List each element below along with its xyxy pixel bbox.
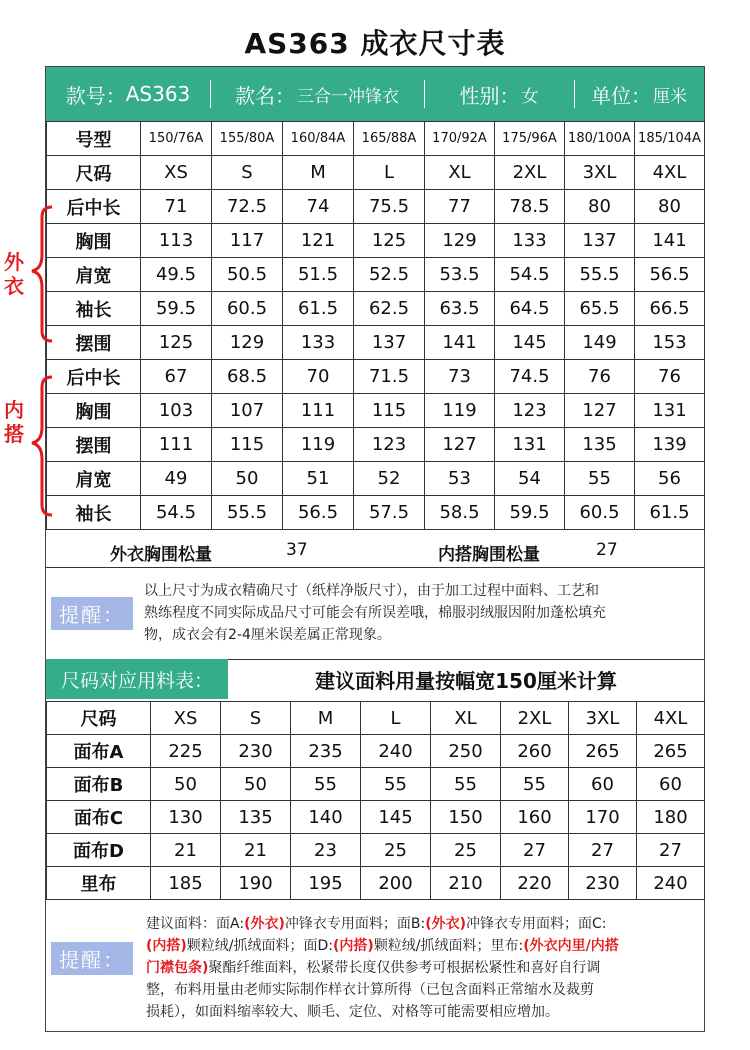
row-label: 面布A <box>47 735 151 768</box>
note-text: 颗粒绒/抓绒面料；里布: <box>373 938 524 954</box>
row-label: 后中长 <box>47 190 141 224</box>
cell-value: 23 <box>291 834 361 867</box>
cell-value: 160 <box>501 801 569 834</box>
cell-value: S <box>212 156 283 190</box>
fabric-row <box>47 867 705 900</box>
row-label: 面布D <box>47 834 151 867</box>
highlight-text: (外衣) <box>425 916 466 932</box>
cell-value: 50.5 <box>212 258 283 292</box>
group-brackets <box>28 195 58 540</box>
cell-value: 240 <box>361 735 431 768</box>
cell-value: 155/80A <box>212 122 283 156</box>
cell-value: 52.5 <box>354 258 425 292</box>
cell-value: 56.5 <box>635 258 705 292</box>
cell-value: 140 <box>291 801 361 834</box>
inner-measure-row <box>47 496 705 530</box>
fabric-row <box>47 768 705 801</box>
cell-value: 133 <box>283 326 354 360</box>
inner-bracket <box>32 377 52 515</box>
inner-measure-row <box>47 394 705 428</box>
style-no-cell <box>46 67 210 121</box>
gender-label: 性别： <box>459 83 520 108</box>
spec-header <box>46 67 704 121</box>
cell-value: 125 <box>354 224 425 258</box>
reminder-1-line: 熟练程度不同实际成品尺寸可能会有所误差哦，棉服羽绒服因附加蓬松填充 <box>144 605 606 621</box>
cell-value: XL <box>425 156 495 190</box>
cell-value: L <box>354 156 425 190</box>
cell-value: 72.5 <box>212 190 283 224</box>
cell-value: 27 <box>569 834 637 867</box>
cell-value: 80 <box>565 190 635 224</box>
cell-value: 61.5 <box>635 496 705 530</box>
size-code-row <box>47 156 705 190</box>
row-label: 尺码 <box>47 702 151 735</box>
cell-value: 76 <box>635 360 705 394</box>
cell-value: 55 <box>291 768 361 801</box>
fabric-size-row <box>47 702 705 735</box>
cell-value: 115 <box>354 394 425 428</box>
cell-value: 55 <box>361 768 431 801</box>
reminder-1-line: 以上尺寸为成衣精确尺寸（纸样净版尺寸），由于加工过程中面料、工艺和 <box>144 583 599 599</box>
outer-measure-row <box>47 190 705 224</box>
cell-value: 131 <box>495 428 565 462</box>
cell-value: 113 <box>141 224 212 258</box>
reminder-1-badge: 提醒： <box>51 597 133 630</box>
cell-value: 68.5 <box>212 360 283 394</box>
cell-value: 55.5 <box>565 258 635 292</box>
cell-value: 60 <box>637 768 705 801</box>
outer-bracket <box>32 207 52 341</box>
cell-value: 71.5 <box>354 360 425 394</box>
outer-side-label: 外衣 <box>4 250 24 298</box>
row-label: 号型 <box>47 122 141 156</box>
cell-value: S <box>221 702 291 735</box>
cell-value: 180/100A <box>565 122 635 156</box>
cell-value: 141 <box>425 326 495 360</box>
unit-cell <box>574 67 704 121</box>
cell-value: 60.5 <box>565 496 635 530</box>
reminder-2-line <box>146 913 698 935</box>
reminder-2-line <box>146 957 698 979</box>
cell-value: 53.5 <box>425 258 495 292</box>
cell-value: 121 <box>283 224 354 258</box>
cell-value: 70 <box>283 360 354 394</box>
cell-value: 56 <box>635 462 705 496</box>
cell-value: 145 <box>361 801 431 834</box>
cell-value: 51.5 <box>283 258 354 292</box>
cell-value: XL <box>431 702 501 735</box>
cell-value: 125 <box>141 326 212 360</box>
cell-value: 49 <box>141 462 212 496</box>
cell-value: 53 <box>425 462 495 496</box>
style-name-label: 款名： <box>235 83 295 108</box>
size-table <box>46 121 705 530</box>
style-no-label: 款号： <box>65 83 126 108</box>
cell-value: 107 <box>212 394 283 428</box>
fabric-table <box>46 701 705 900</box>
unit-label: 单位： <box>591 83 651 108</box>
cell-value: 55 <box>565 462 635 496</box>
cell-value: XS <box>151 702 221 735</box>
cell-value: 67 <box>141 360 212 394</box>
note-text: 建议面料：面A: <box>146 916 245 932</box>
cell-value: 153 <box>635 326 705 360</box>
fabric-band <box>46 659 704 701</box>
ease-row <box>46 533 704 568</box>
cell-value: 111 <box>283 394 354 428</box>
cell-value: 103 <box>141 394 212 428</box>
cell-value: XS <box>141 156 212 190</box>
row-label: 摆围 <box>47 428 141 462</box>
cell-value: 51 <box>283 462 354 496</box>
inner-measure-row <box>47 462 705 496</box>
cell-value: 160/84A <box>283 122 354 156</box>
cell-value: 149 <box>565 326 635 360</box>
cell-value: 58.5 <box>425 496 495 530</box>
cell-value: 119 <box>283 428 354 462</box>
cell-value: L <box>361 702 431 735</box>
row-label: 面布C <box>47 801 151 834</box>
cell-value: 265 <box>569 735 637 768</box>
cell-value: 71 <box>141 190 212 224</box>
cell-value: 230 <box>569 867 637 900</box>
cell-value: 2XL <box>501 702 569 735</box>
gender-value: 女 <box>521 86 539 107</box>
cell-value: M <box>283 156 354 190</box>
cell-value: 50 <box>221 768 291 801</box>
cell-value: 131 <box>635 394 705 428</box>
note-text: 颗粒绒/抓绒面料；面D: <box>186 938 334 954</box>
cell-value: 27 <box>637 834 705 867</box>
cell-value: 27 <box>501 834 569 867</box>
cell-value: 55 <box>431 768 501 801</box>
row-label: 袖长 <box>47 292 141 326</box>
cell-value: 185 <box>151 867 221 900</box>
cell-value: 225 <box>151 735 221 768</box>
note-text: 冲锋衣专用面料；面C: <box>465 916 607 932</box>
highlight-text: (内搭) <box>146 938 187 954</box>
fabric-row <box>47 834 705 867</box>
cell-value: 76 <box>565 360 635 394</box>
reminder-1 <box>46 567 704 660</box>
note-text: 聚酯纤维面料，松紧带长度仅供参考可根据松紧性和喜好自行调 <box>208 960 601 976</box>
cell-value: 129 <box>212 326 283 360</box>
row-label: 后中长 <box>47 360 141 394</box>
row-label: 胸围 <box>47 224 141 258</box>
cell-value: 74.5 <box>495 360 565 394</box>
gender-cell <box>424 67 574 121</box>
cell-value: 250 <box>431 735 501 768</box>
reminder-2-line: 整，布料用量由老师实际制作样衣计算所得（已包含面料正常缩水及裁剪 <box>146 982 594 998</box>
cell-value: 59.5 <box>495 496 565 530</box>
cell-value: 235 <box>291 735 361 768</box>
cell-value: 220 <box>501 867 569 900</box>
reminder-2-line: 损耗），如面料缩率较大、顺毛、定位、对格等可能需要相应增加。 <box>146 1004 559 1020</box>
cell-value: 170 <box>569 801 637 834</box>
cell-value: 141 <box>635 224 705 258</box>
cell-value: 139 <box>635 428 705 462</box>
cell-value: 50 <box>212 462 283 496</box>
inner-ease-label: 内搭胸围松量 <box>438 545 540 565</box>
cell-value: 135 <box>221 801 291 834</box>
cell-value: 200 <box>361 867 431 900</box>
cell-value: 115 <box>212 428 283 462</box>
cell-value: 61.5 <box>283 292 354 326</box>
cell-value: 137 <box>565 224 635 258</box>
cell-value: 60 <box>569 768 637 801</box>
inner-measure-row <box>47 428 705 462</box>
row-label: 袖长 <box>47 496 141 530</box>
fabric-row <box>47 801 705 834</box>
outer-measure-row <box>47 224 705 258</box>
cell-value: 56.5 <box>283 496 354 530</box>
cell-value: 77 <box>425 190 495 224</box>
cell-value: 145 <box>495 326 565 360</box>
cell-value: 73 <box>425 360 495 394</box>
cell-value: 54.5 <box>495 258 565 292</box>
cell-value: 240 <box>637 867 705 900</box>
inner-measure-row <box>47 360 705 394</box>
size-spec-row <box>47 122 705 156</box>
cell-value: 65.5 <box>565 292 635 326</box>
cell-value: 133 <box>495 224 565 258</box>
style-name-value: 三合一冲锋衣 <box>297 86 399 107</box>
outer-measure-row <box>47 326 705 360</box>
style-no-value: AS363 <box>125 82 191 106</box>
cell-value: 57.5 <box>354 496 425 530</box>
cell-value: 150/76A <box>141 122 212 156</box>
highlight-text: (外衣内里/内搭 <box>523 938 619 954</box>
cell-value: 59.5 <box>141 292 212 326</box>
cell-value: 230 <box>221 735 291 768</box>
cell-value: 175/96A <box>495 122 565 156</box>
cell-value: 185/104A <box>635 122 705 156</box>
cell-value: 4XL <box>637 702 705 735</box>
cell-value: 50 <box>151 768 221 801</box>
inner-ease-value: 27 <box>596 540 618 560</box>
cell-value: 150 <box>431 801 501 834</box>
row-label: 尺码 <box>47 156 141 190</box>
cell-value: 170/92A <box>425 122 495 156</box>
cell-value: 2XL <box>495 156 565 190</box>
cell-value: 55 <box>501 768 569 801</box>
row-label: 胸围 <box>47 394 141 428</box>
row-label: 里布 <box>47 867 151 900</box>
style-name-cell <box>210 67 424 121</box>
cell-value: M <box>291 702 361 735</box>
cell-value: 54 <box>495 462 565 496</box>
page-title: AS363 成衣尺寸表 <box>244 27 506 60</box>
cell-value: 129 <box>425 224 495 258</box>
cell-value: 117 <box>212 224 283 258</box>
cell-value: 260 <box>501 735 569 768</box>
reminder-2 <box>46 903 704 1031</box>
cell-value: 54.5 <box>141 496 212 530</box>
cell-value: 64.5 <box>495 292 565 326</box>
cell-value: 195 <box>291 867 361 900</box>
cell-value: 130 <box>151 801 221 834</box>
cell-value: 80 <box>635 190 705 224</box>
row-label: 肩宽 <box>47 462 141 496</box>
fabric-row <box>47 735 705 768</box>
highlight-text: (内搭) <box>333 938 374 954</box>
fabric-band-label: 尺码对应用料表： <box>46 659 228 699</box>
cell-value: 111 <box>141 428 212 462</box>
cell-value: 119 <box>425 394 495 428</box>
reminder-2-badge: 提醒： <box>51 942 133 975</box>
reminder-2-text <box>146 913 698 1023</box>
cell-value: 3XL <box>565 156 635 190</box>
cell-value: 180 <box>637 801 705 834</box>
cell-value: 123 <box>495 394 565 428</box>
cell-value: 135 <box>565 428 635 462</box>
cell-value: 25 <box>431 834 501 867</box>
cell-value: 63.5 <box>425 292 495 326</box>
highlight-text: (外衣) <box>244 916 285 932</box>
cell-value: 66.5 <box>635 292 705 326</box>
cell-value: 52 <box>354 462 425 496</box>
cell-value: 3XL <box>569 702 637 735</box>
fabric-band-title: 建议面料用量按幅宽150厘米计算 <box>315 668 617 693</box>
cell-value: 165/88A <box>354 122 425 156</box>
cell-value: 127 <box>425 428 495 462</box>
cell-value: 78.5 <box>495 190 565 224</box>
cell-value: 190 <box>221 867 291 900</box>
inner-side-label: 内搭 <box>4 398 24 446</box>
row-label: 肩宽 <box>47 258 141 292</box>
cell-value: 49.5 <box>141 258 212 292</box>
row-label: 面布B <box>47 768 151 801</box>
reminder-1-text <box>144 580 700 646</box>
cell-value: 210 <box>431 867 501 900</box>
cell-value: 75.5 <box>354 190 425 224</box>
reminder-2-line <box>146 935 698 957</box>
cell-value: 55.5 <box>212 496 283 530</box>
outer-ease-value: 37 <box>286 540 308 560</box>
cell-value: 62.5 <box>354 292 425 326</box>
cell-value: 74 <box>283 190 354 224</box>
cell-value: 265 <box>637 735 705 768</box>
highlight-text: 门襟包条) <box>146 960 209 976</box>
cell-value: 4XL <box>635 156 705 190</box>
cell-value: 25 <box>361 834 431 867</box>
unit-value: 厘米 <box>653 86 687 107</box>
row-label: 摆围 <box>47 326 141 360</box>
reminder-1-line: 物，成衣会有2-4厘米误差属正常现象。 <box>144 627 391 643</box>
outer-ease-label: 外衣胸围松量 <box>110 545 212 565</box>
cell-value: 123 <box>354 428 425 462</box>
cell-value: 60.5 <box>212 292 283 326</box>
cell-value: 21 <box>151 834 221 867</box>
cell-value: 127 <box>565 394 635 428</box>
cell-value: 21 <box>221 834 291 867</box>
note-text: 冲锋衣专用面料；面B: <box>284 916 426 932</box>
cell-value: 137 <box>354 326 425 360</box>
outer-measure-row <box>47 292 705 326</box>
outer-measure-row <box>47 258 705 292</box>
